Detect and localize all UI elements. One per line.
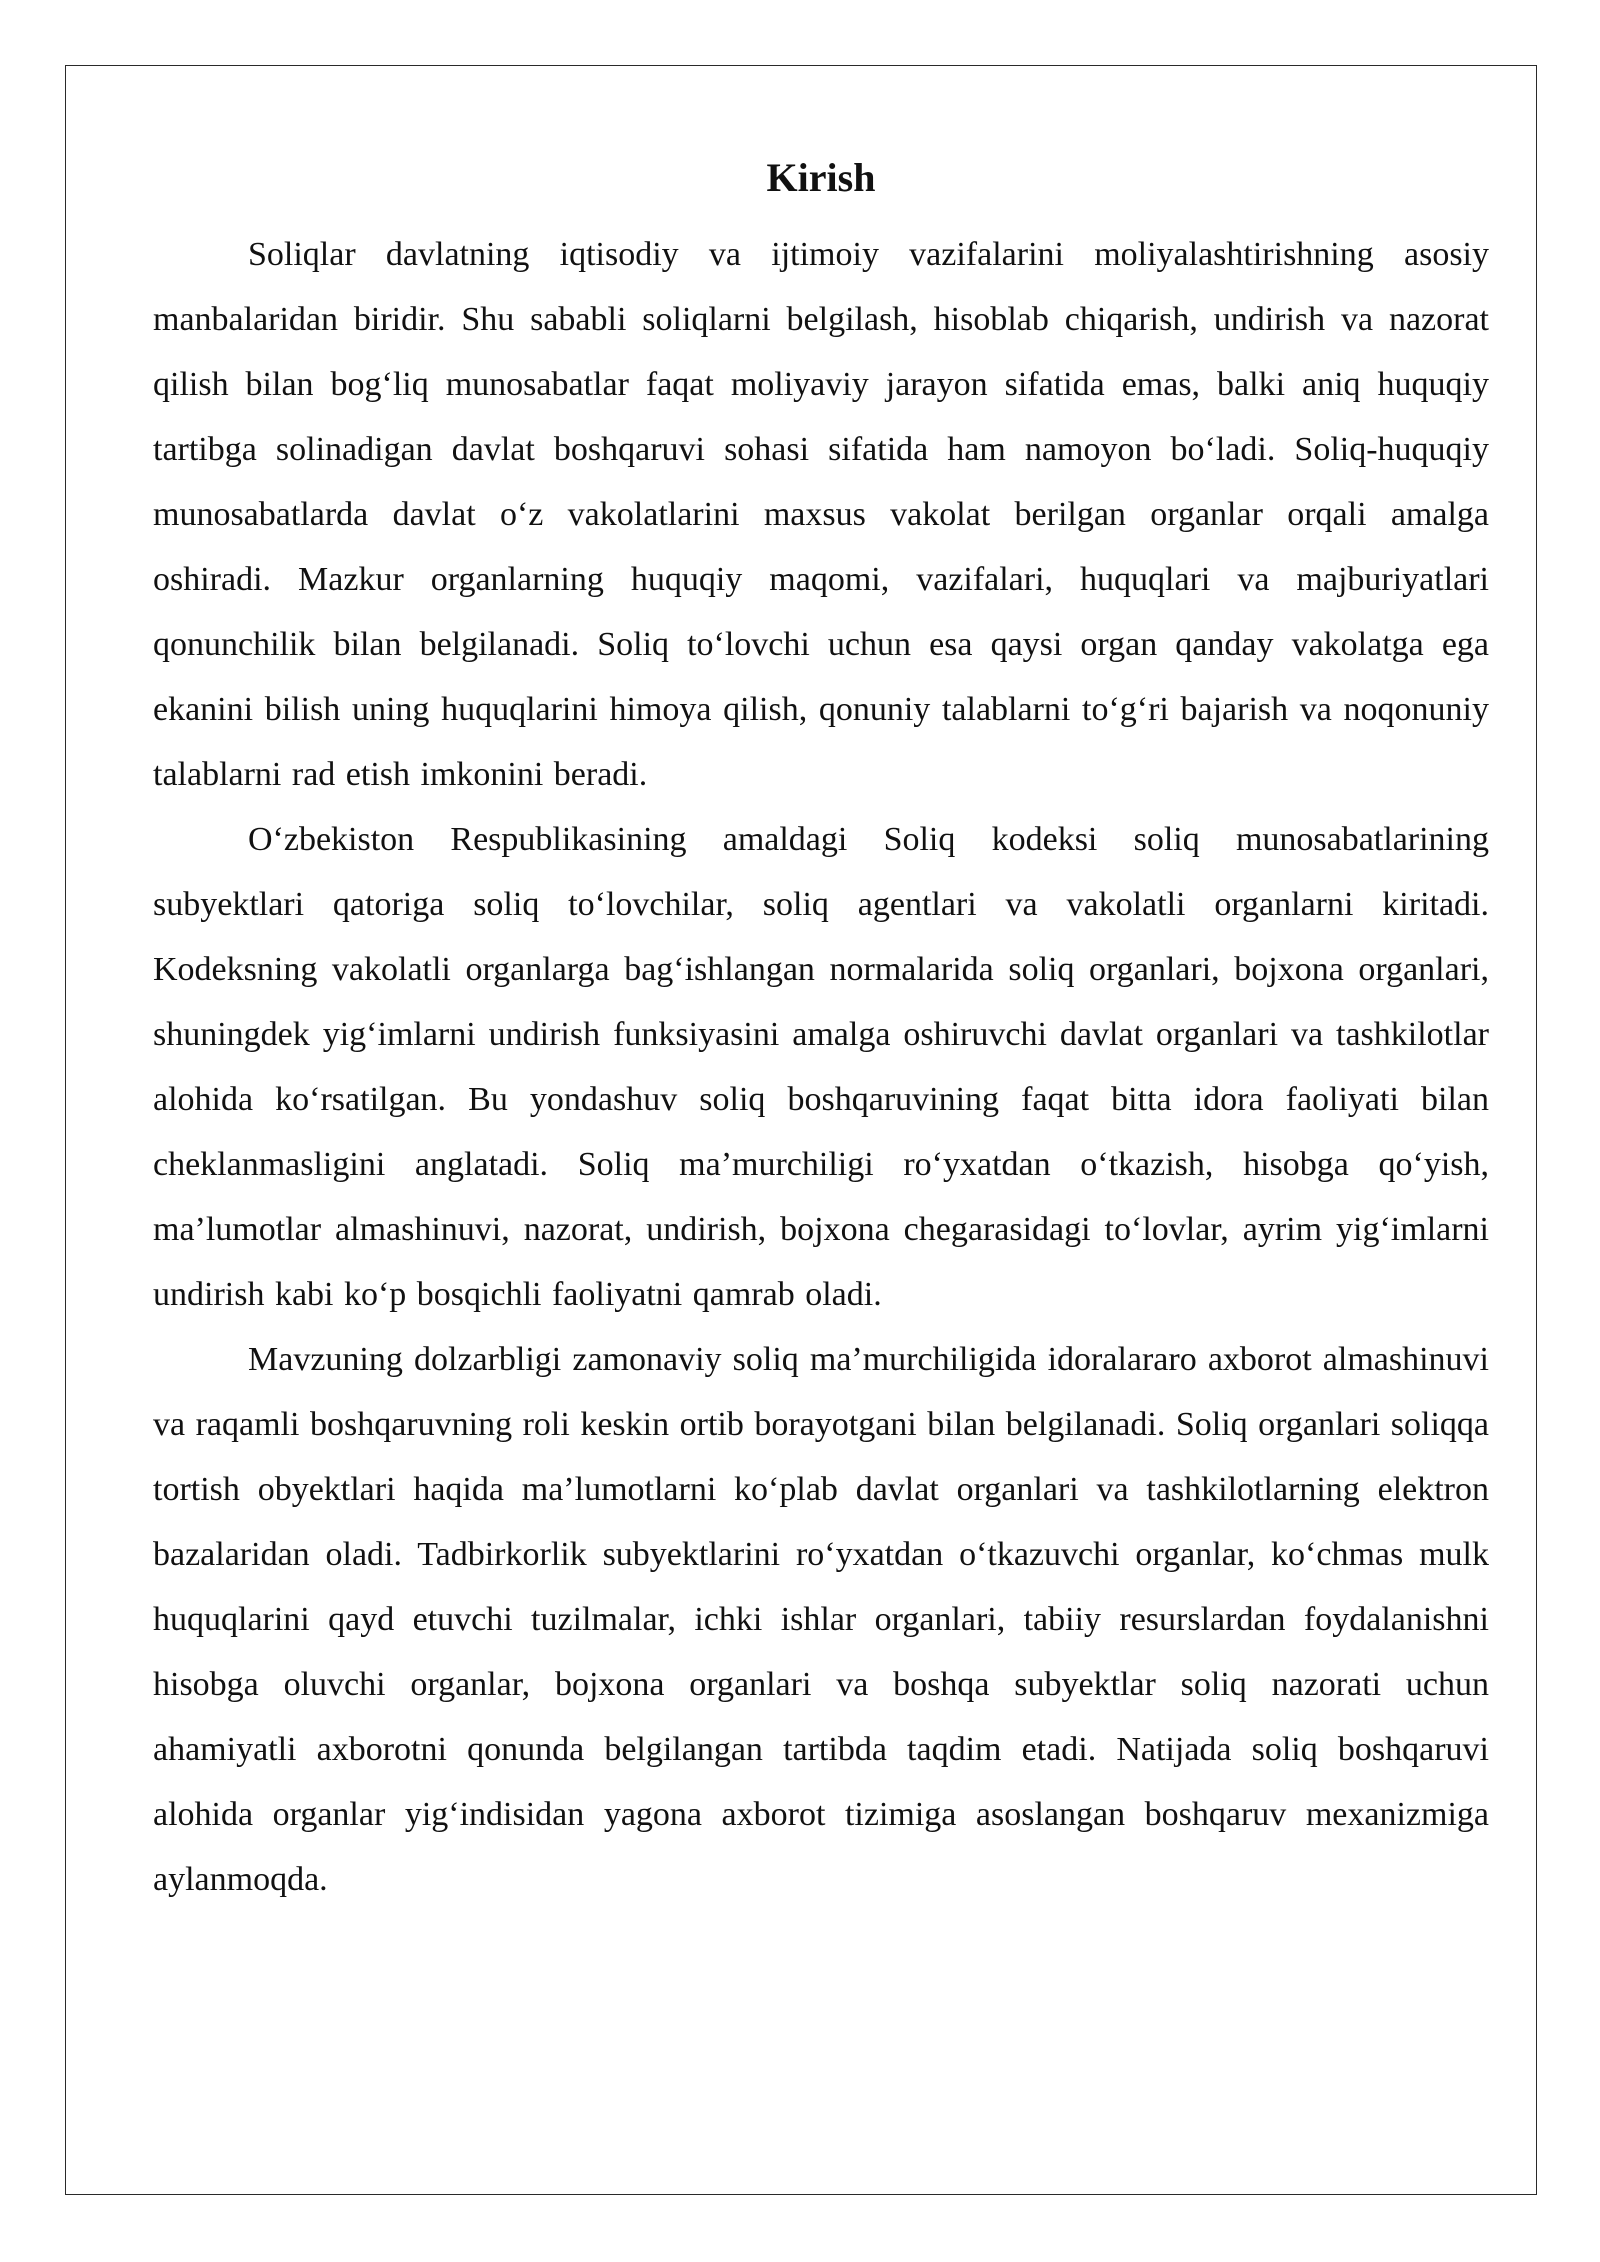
paragraph-2: O‘zbekiston Respublikasining amaldagi Soliq kodeksi soliq munosabatlarining subyektlari qatoriga soliq to‘lovchilar, soliq agentlari va vakolatli organlarni kiritadi. Kodeksning vakolatli organlarga bag‘ishlangan normalarida soliq organlari, bojxona organlari, shuningdek yig‘imlarni undirish funksiyasini amalga oshiruvchi davlat organlari va tashkilotlar alohida ko‘rsatilgan. Bu yondashuv soliq boshqaruvining faqat bitta idora faoliyati bilan cheklanmasligini anglatadi. Soliq ma’murchiligi ro‘yxatdan o‘tkazish, hisobga qo‘yish, ma’lumotlar almashinuvi, nazorat, undirish, bojxona chegarasidagi to‘lovlar, ayrim yig‘imlarni undirish kabi ko‘p bosqichli faoliyatni qamrab oladi. — [153, 821, 1489, 1313]
document-body — [153, 148, 1489, 1912]
paragraph-3: Mavzuning dolzarbligi zamonaviy soliq ma’murchiligida idoralararo axborot almashinuvi va raqamli boshqaruvning roli keskin ortib borayotgani bilan belgilanadi. Soliq organlari soliqqa tortish obyektlari haqida ma’lumotlarni ko‘plab davlat organlari va tashkilotlarning elektron bazalaridan oladi. Tadbirkorlik subyektlarini ro‘yxatdan o‘tkazuvchi organlar, ko‘chmas mulk huquqlarini qayd etuvchi tuzilmalar, ichki ishlar organlari, tabiiy resurslardan foydalanishni hisobga oluvchi organlar, bojxona organlari va boshqa subyektlar soliq nazorati uchun ahamiyatli axborotni qonunda belgilangan tartibda taqdim etadi. Natijada soliq boshqaruvi alohida organlar yig‘indisidan yagona axborot tizimiga asoslangan boshqaruv mexanizmiga aylanmoqda. — [153, 1341, 1489, 1898]
paragraph-1: Soliqlar davlatning iqtisodiy va ijtimoiy vazifalarini moliyalashtirishning asosiy manbalaridan biridir. Shu sababli soliqlarni belgilash, hisoblab chiqarish, undirish va nazorat qilish bilan bog‘liq munosabatlar faqat moliyaviy jarayon sifatida emas, balki aniq huquqiy tartibga solinadigan davlat boshqaruvi sohasi sifatida ham namoyon bo‘ladi. Soliq-huquqiy munosabatlarda davlat o‘z vakolatlarini maxsus vakolat berilgan organlar orqali amalga oshiradi. Mazkur organlarning huquqiy maqomi, vazifalari, huquqlari va majburiyatlari qonunchilik bilan belgilanadi. Soliq to‘lovchi uchun esa qaysi organ qanday vakolatga ega ekanini bilish uning huquqlarini himoya qilish, qonuniy talablarni to‘g‘ri bajarish va noqonuniy talablarni rad etish imkonini beradi. — [153, 236, 1489, 793]
document-title: Kirish — [766, 155, 876, 200]
